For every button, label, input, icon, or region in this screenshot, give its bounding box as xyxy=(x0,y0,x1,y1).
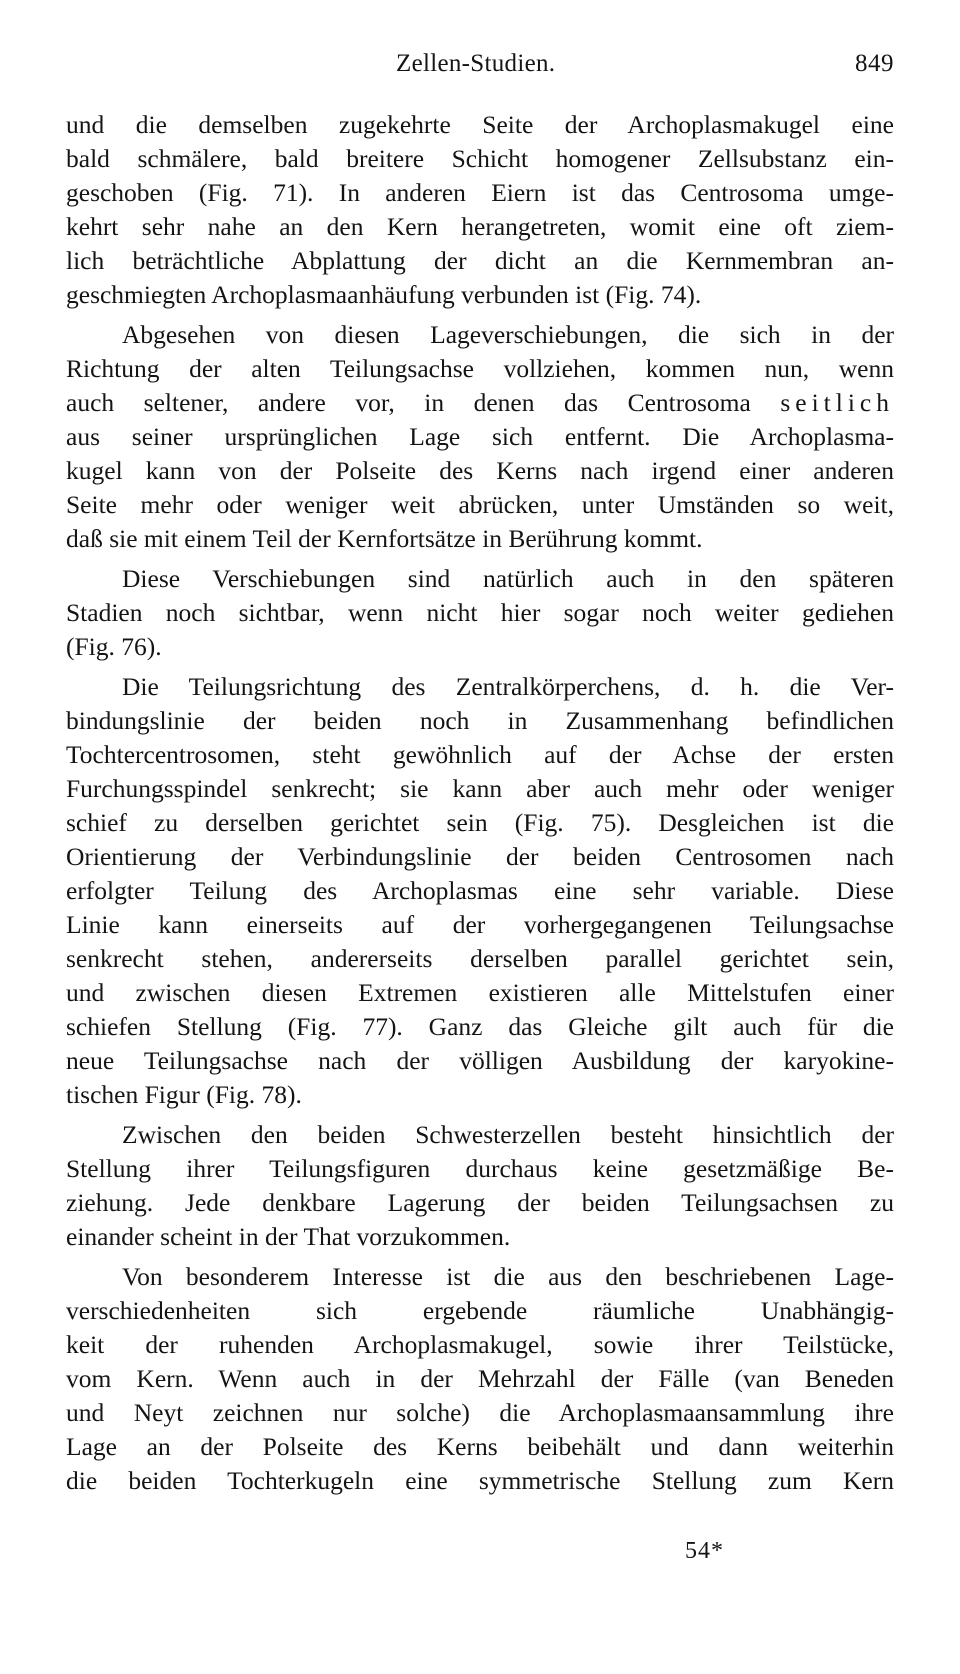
text-line: senkrecht stehen, andererseits derselben parallel gerichtet sein, xyxy=(66,944,894,973)
text-line: Zwischen den beiden Schwesterzellen besteht hinsichtlich der xyxy=(122,1120,894,1149)
text-line: die beiden Tochterkugeln eine symmetrische Stellung zum Kern xyxy=(66,1466,894,1495)
emphasized-word: seitlich xyxy=(780,388,894,417)
text-line: schief zu derselben gerichtet sein (Fig. 75). Desgleichen ist die xyxy=(66,808,894,837)
paragraph xyxy=(66,1260,894,1498)
text-line: kugel kann von der Polseite des Kerns nach irgend einer anderen xyxy=(66,456,894,485)
paragraph xyxy=(66,670,894,1112)
text-line: lich beträchtliche Abplattung der dicht an die Kernmembran an- xyxy=(66,246,894,275)
text-line: und zwischen diesen Extremen existieren alle Mittelstufen einer xyxy=(66,978,894,1007)
text-line: erfolgter Teilung des Archoplasmas eine sehr variable. Diese xyxy=(66,876,894,905)
text-line: und die demselben zugekehrte Seite der Archoplasmakugel eine xyxy=(66,110,894,139)
paragraph xyxy=(66,108,894,312)
text-line: Von besonderem Interesse ist die aus den beschriebenen Lage- xyxy=(122,1262,894,1291)
running-header xyxy=(66,46,894,86)
text-run: auch seltener, andere vor, in denen das Centrosoma xyxy=(66,388,781,417)
text-line: ziehung. Jede denkbare Lagerung der beiden Teilungsachsen zu xyxy=(66,1188,894,1217)
text-line: Seite mehr oder weniger weit abrücken, unter Umständen so weit, xyxy=(66,490,894,519)
text-line: Diese Verschiebungen sind natürlich auch in den späteren xyxy=(122,564,894,593)
text-line: vom Kern. Wenn auch in der Mehrzahl der Fälle (van Beneden xyxy=(66,1364,894,1393)
text-line: Tochtercentrosomen, steht gewöhnlich auf der Achse der ersten xyxy=(66,740,894,769)
running-title: Zellen-Studien. xyxy=(396,50,556,77)
text-line: einander scheint in der That vorzukommen. xyxy=(66,1222,511,1251)
text-line: Furchungsspindel senkrecht; sie kann aber auch mehr oder weniger xyxy=(66,774,894,803)
body-text xyxy=(66,108,894,1498)
text-line: verschiedenheiten sich ergebende räumliche Unabhängig- xyxy=(66,1296,894,1325)
text-line xyxy=(66,386,894,420)
text-line: Stadien noch sichtbar, wenn nicht hier sogar noch weiter gediehen xyxy=(66,598,894,627)
text-line: daß sie mit einem Teil der Kernfortsätze in Berührung kommt. xyxy=(66,524,703,553)
text-line: tischen Figur (Fig. 78). xyxy=(66,1080,302,1109)
paragraph xyxy=(66,562,894,664)
text-line: (Fig. 76). xyxy=(66,632,162,661)
text-line: bindungslinie der beiden noch in Zusammenhang befindlichen xyxy=(66,706,894,735)
text-line: Orientierung der Verbindungslinie der beiden Centrosomen nach xyxy=(66,842,894,871)
text-line: geschoben (Fig. 71). In anderen Eiern ist das Centrosoma umge- xyxy=(66,178,894,207)
text-line: neue Teilungsachse nach der völligen Ausbildung der karyokine- xyxy=(66,1046,894,1075)
text-line: Die Teilungsrichtung des Zentralkörperchens, d. h. die Ver- xyxy=(122,672,894,701)
text-line: Lage an der Polseite des Kerns beibehält und dann weiterhin xyxy=(66,1432,894,1461)
text-line: bald schmälere, bald breitere Schicht homogener Zellsubstanz ein- xyxy=(66,144,894,173)
text-line: Richtung der alten Teilungsachse vollziehen, kommen nun, wenn xyxy=(66,354,894,383)
text-line: geschmiegten Archoplasmaanhäufung verbunden ist (Fig. 74). xyxy=(66,280,702,309)
text-line: Linie kann einerseits auf der vorhergegangenen Teilungsachse xyxy=(66,910,894,939)
page-number: 849 xyxy=(855,50,894,77)
printer-signature: 54* xyxy=(685,1538,724,1564)
text-line: Stellung ihrer Teilungsfiguren durchaus keine gesetzmäßige Be- xyxy=(66,1154,894,1183)
text-line: Abgesehen von diesen Lageverschiebungen, die sich in der xyxy=(122,320,894,349)
text-line: und Neyt zeichnen nur solche) die Archoplasmaansammlung ihre xyxy=(66,1398,894,1427)
paragraph xyxy=(66,318,894,556)
text-line: kehrt sehr nahe an den Kern herangetreten, womit eine oft ziem- xyxy=(66,212,894,241)
text-line: schiefen Stellung (Fig. 77). Ganz das Gleiche gilt auch für die xyxy=(66,1012,894,1041)
text-line: aus seiner ursprünglichen Lage sich entfernt. Die Archoplasma- xyxy=(66,422,894,451)
text-line: keit der ruhenden Archoplasmakugel, sowie ihrer Teilstücke, xyxy=(66,1330,894,1359)
paragraph xyxy=(66,1118,894,1254)
